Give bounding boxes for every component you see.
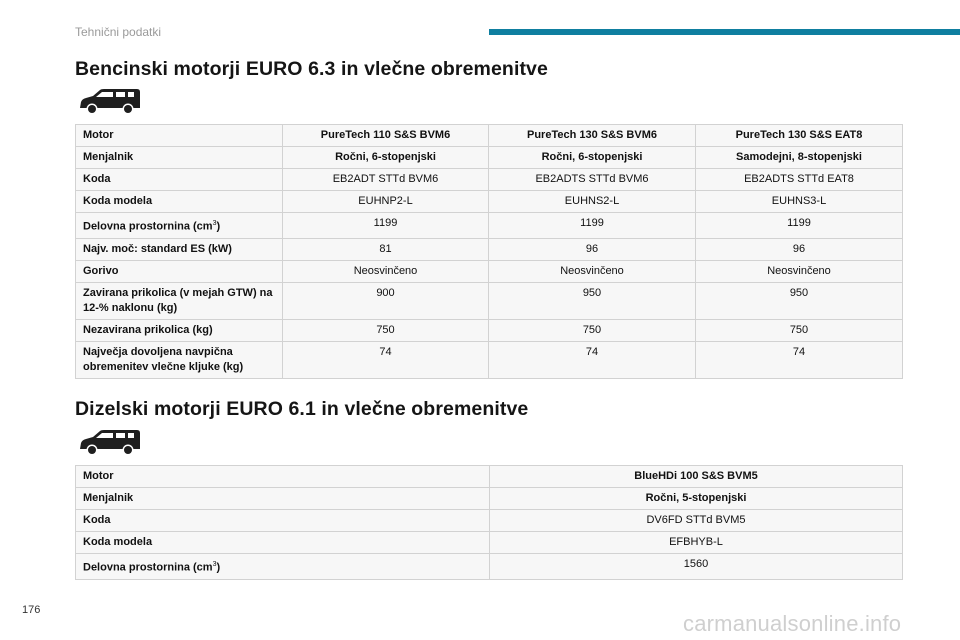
unit-superscript: 3	[212, 220, 217, 227]
table-row	[76, 319, 903, 341]
van-icon	[78, 426, 142, 458]
row-label: Koda modela	[76, 532, 490, 554]
table-row	[76, 282, 903, 319]
cell-value: EB2ADTS STTd EAT8	[696, 169, 903, 191]
cell-value: PureTech 130 S&S EAT8	[696, 125, 903, 147]
row-label: Največja dovoljena navpična obremenitev vlečne kljuke (kg)	[76, 341, 283, 378]
row-label: Nezavirana prikolica (kg)	[76, 319, 283, 341]
cell-value: Ročni, 5-stopenjski	[490, 488, 903, 510]
cell-value: 1199	[283, 213, 489, 239]
cell-value: 96	[489, 238, 696, 260]
cell-value: EUHNS2-L	[489, 191, 696, 213]
row-label: Menjalnik	[76, 147, 283, 169]
unit-superscript: 3	[212, 561, 217, 568]
cell-value: Ročni, 6-stopenjski	[489, 147, 696, 169]
table-row	[76, 554, 903, 580]
row-label-text: Delovna prostornina (cm	[83, 561, 213, 574]
diesel-section-title: Dizelski motorji EURO 6.1 in vlečne obremenitve	[75, 398, 529, 420]
cell-value: PureTech 130 S&S BVM6	[489, 125, 696, 147]
cell-value: 1560	[490, 554, 903, 580]
van-icon	[78, 85, 142, 117]
row-label-end: )	[216, 561, 221, 574]
row-label	[76, 554, 490, 580]
cell-value: 96	[696, 238, 903, 260]
row-label: Motor	[76, 466, 490, 488]
cell-value: Neosvinčeno	[489, 260, 696, 282]
header-accent-bar	[489, 29, 960, 35]
row-label: Koda	[76, 510, 490, 532]
row-label-text: Delovna prostornina (cm	[83, 220, 213, 233]
cell-value: EUHNS3-L	[696, 191, 903, 213]
cell-value: 950	[696, 282, 903, 319]
row-label: Koda	[76, 169, 283, 191]
row-label: Zavirana prikolica (v mejah GTW) na 12-% naklonu (kg)	[76, 282, 283, 319]
cell-value: 74	[489, 341, 696, 378]
table-row	[76, 238, 903, 260]
cell-value: EUHNP2-L	[283, 191, 489, 213]
row-label: Motor	[76, 125, 283, 147]
cell-value: 750	[696, 319, 903, 341]
cell-value: DV6FD STTd BVM5	[490, 510, 903, 532]
cell-value: 950	[489, 282, 696, 319]
cell-value: 74	[283, 341, 489, 378]
table-row	[76, 260, 903, 282]
page-number: 176	[22, 604, 41, 616]
cell-value: EB2ADT STTd BVM6	[283, 169, 489, 191]
row-label: Koda modela	[76, 191, 283, 213]
cell-value: 900	[283, 282, 489, 319]
cell-value: Samodejni, 8-stopenjski	[696, 147, 903, 169]
row-label	[76, 213, 283, 239]
table-row	[76, 510, 903, 532]
row-label: Najv. moč: standard ES (kW)	[76, 238, 283, 260]
cell-value: 74	[696, 341, 903, 378]
cell-value: EB2ADTS STTd BVM6	[489, 169, 696, 191]
petrol-section-title: Bencinski motorji EURO 6.3 in vlečne obremenitve	[75, 58, 548, 80]
table-row	[76, 341, 903, 378]
cell-value: 1199	[489, 213, 696, 239]
table-row	[76, 191, 903, 213]
table-row	[76, 125, 903, 147]
row-label: Gorivo	[76, 260, 283, 282]
cell-value: 750	[283, 319, 489, 341]
table-row	[76, 466, 903, 488]
table-row	[76, 169, 903, 191]
cell-value: 81	[283, 238, 489, 260]
cell-value: PureTech 110 S&S BVM6	[283, 125, 489, 147]
row-label: Menjalnik	[76, 488, 490, 510]
table-row	[76, 147, 903, 169]
cell-value: Ročni, 6-stopenjski	[283, 147, 489, 169]
cell-value: 750	[489, 319, 696, 341]
petrol-spec-table	[75, 124, 903, 379]
cell-value: Neosvinčeno	[696, 260, 903, 282]
table-row	[76, 532, 903, 554]
table-row	[76, 488, 903, 510]
cell-value: EFBHYB-L	[490, 532, 903, 554]
cell-value: BlueHDi 100 S&S BVM5	[490, 466, 903, 488]
watermark: carmanualsonline.info	[683, 611, 902, 636]
cell-value: Neosvinčeno	[283, 260, 489, 282]
diesel-spec-table	[75, 465, 903, 580]
running-header: Tehnični podatki	[75, 25, 162, 39]
row-label-end: )	[216, 220, 221, 233]
cell-value: 1199	[696, 213, 903, 239]
table-row	[76, 213, 903, 239]
